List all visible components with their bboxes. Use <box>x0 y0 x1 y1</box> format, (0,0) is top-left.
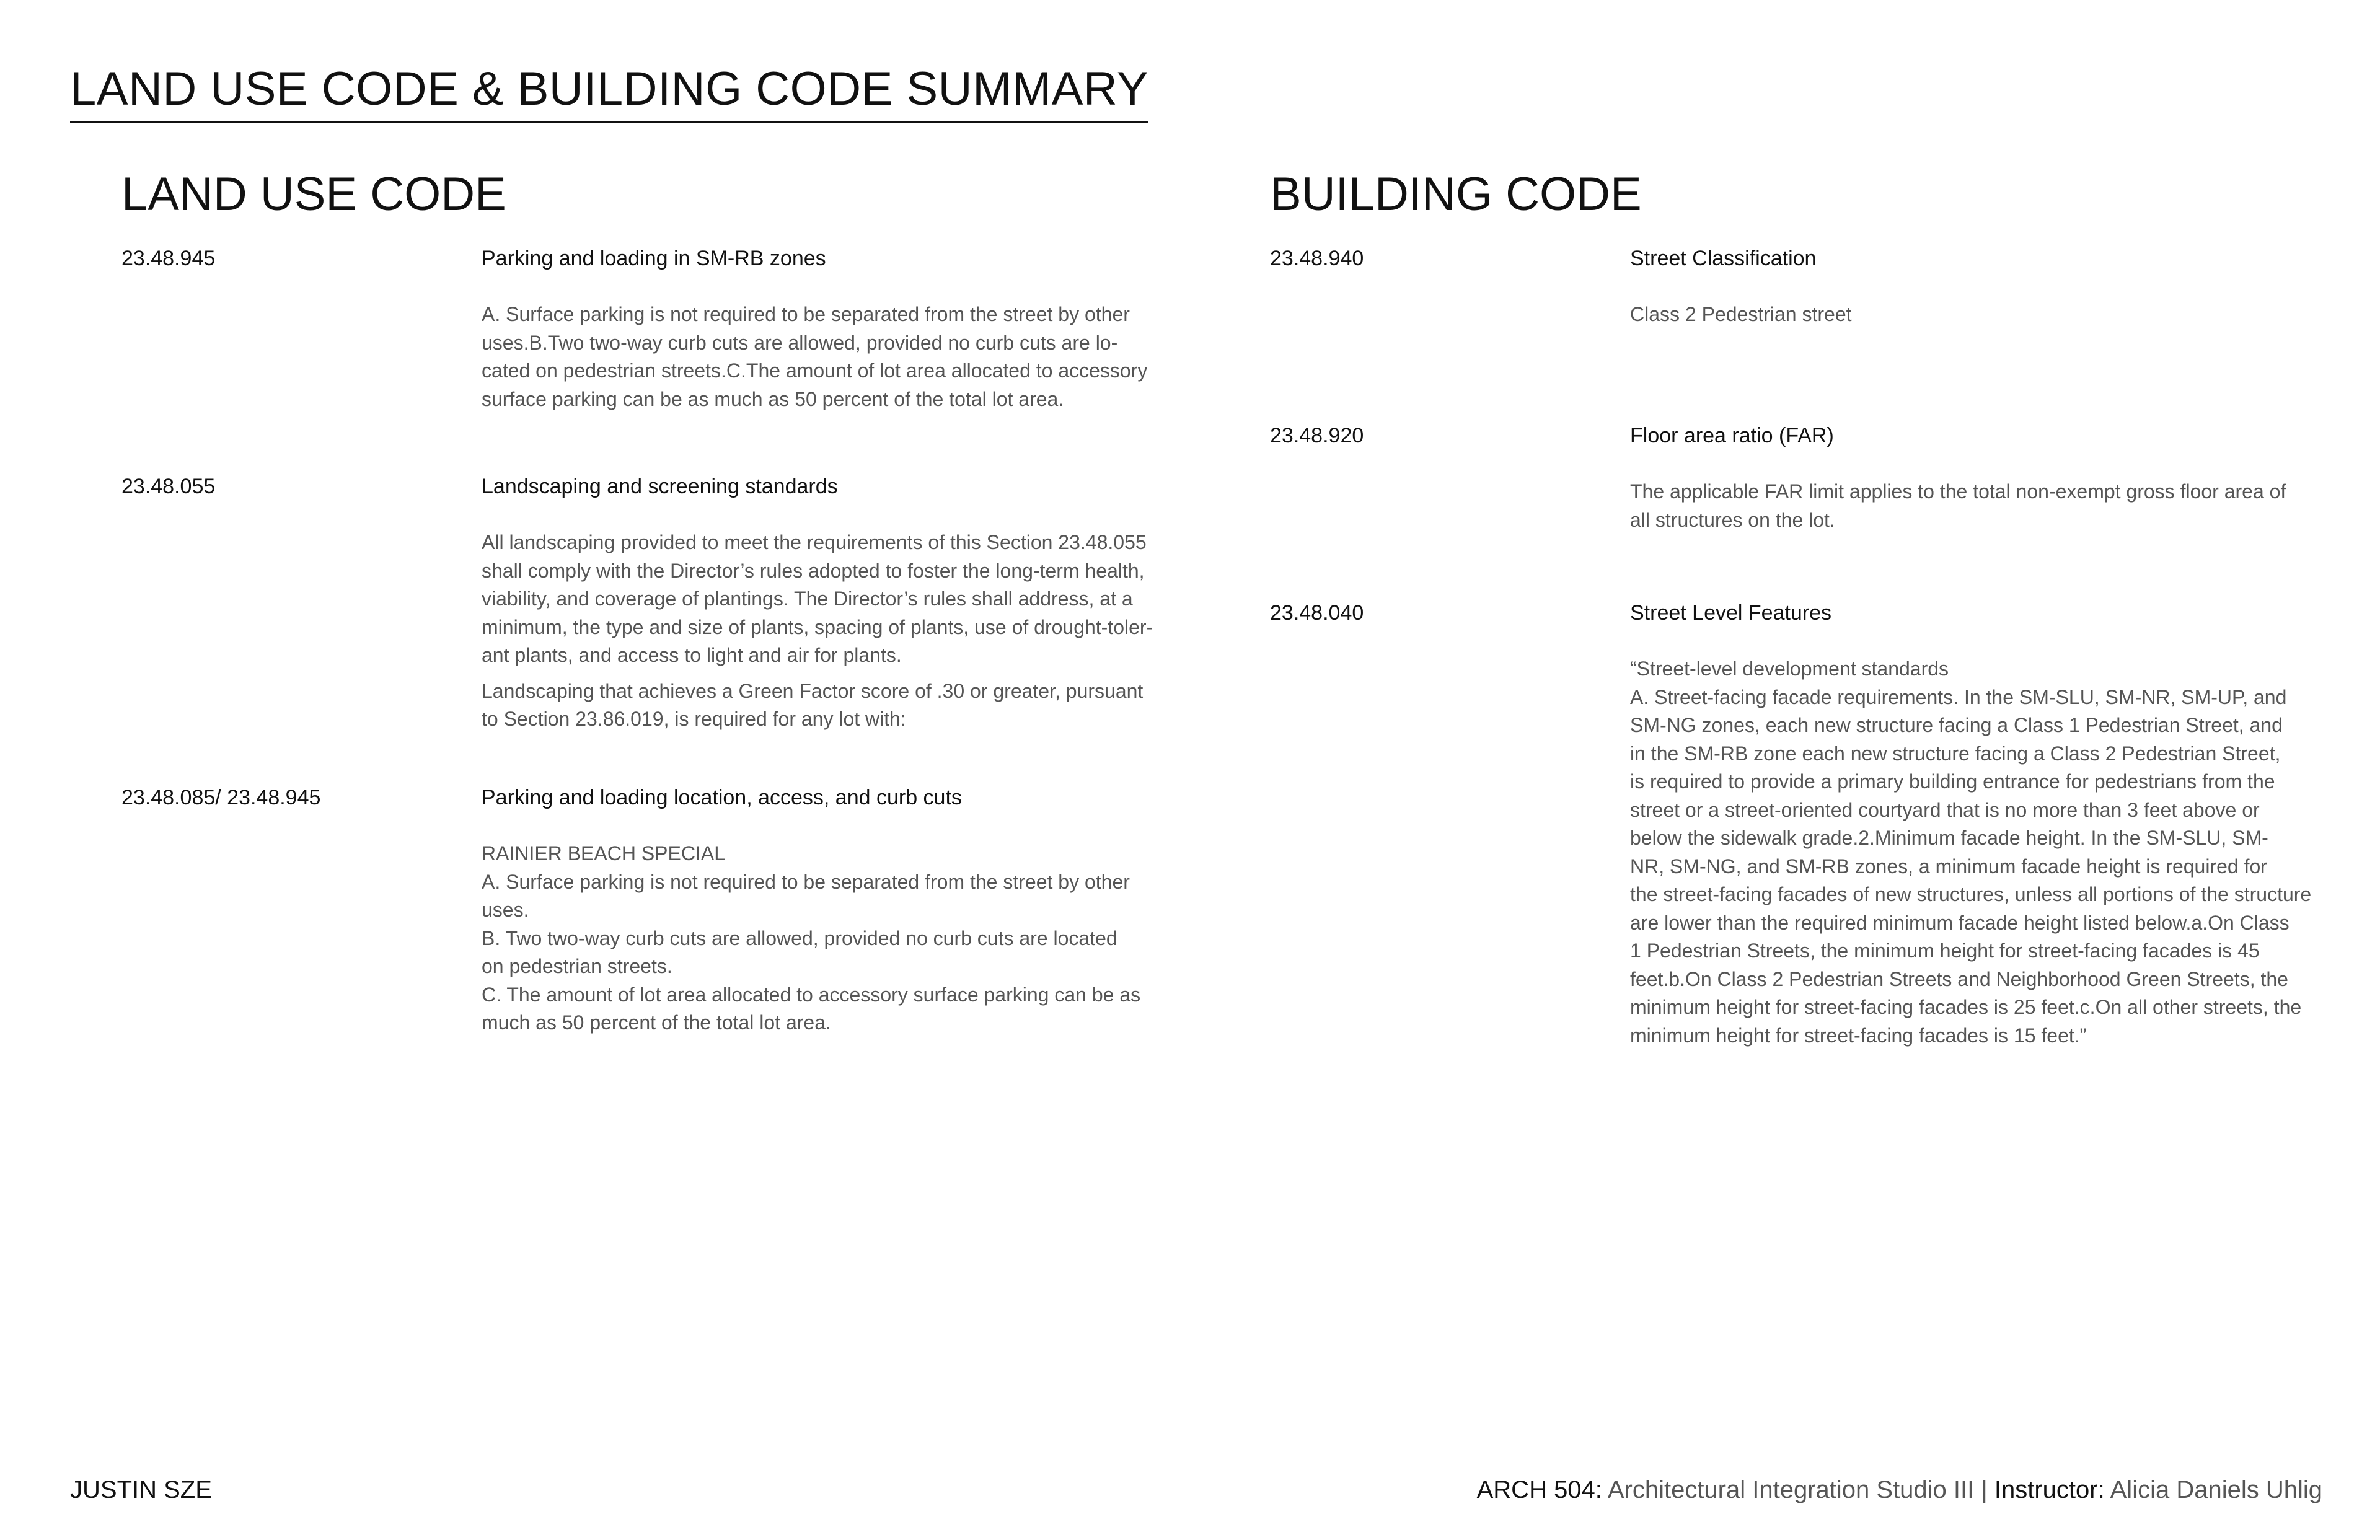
entry-paragraph: “Street-level development standards A. Street-facing facade requirements. In the SM-SLU, SM-NR, SM-UP, and SM-NG zones, each new structure facing a Class 1 Pedestrian Street, and in the SM-RB zone each new structure facing a Class 2 Pedestrian Street, is required to provide a primary building entrance for pedestrians from the street or a street-oriented courtyard that is no more than 3 feet above or below the sidewalk grade.2.Minimum facade height. In the SM-SLU, SM- NR, SM-NG, and SM-RB zones, a minimum facade height is required for the street-facing facades of new structures, unless all portions of the structure are lower than the required minimum facade height listed below.a.On Class 1 Pedestrian Streets, the minimum height for street-facing facades is 45 feet.b.On Class 2 Pedestrian Streets and Neighborhood Green Streets, the minimum height for street-facing facades is 25 feet.c.On all other streets, the minimum height for street-facing facades is 15 feet.” <box>1630 658 2312 1047</box>
entry-title: Street Classification <box>1630 247 1817 270</box>
entry-body <box>482 840 1176 1037</box>
instructor-label: Instructor: <box>1994 1476 2105 1503</box>
entry-code: 23.48.085/ 23.48.945 <box>121 786 321 809</box>
page-title: LAND USE CODE & BUILDING CODE SUMMARY <box>70 62 1148 123</box>
entry-code: 23.48.040 <box>1270 601 1364 625</box>
entry-body <box>482 301 1176 413</box>
entry-title: Street Level Features <box>1630 601 1832 625</box>
entry-paragraph: A. Surface parking is not required to be separated from the street by other uses.B.Two two-way curb cuts are allowed, provided no curb cuts are lo- cated on pedestrian streets.C.The amount of lot area allocated to accessory surface parking can be as much as 50 percent of the total lot area. <box>482 303 1148 410</box>
entry-paragraph: RAINIER BEACH SPECIAL A. Surface parking is not required to be separated from the street by other uses. B. Two two-way curb cuts are allowed, provided no curb cuts are located on pedestrian streets. C. The amount of lot area allocated to accessory surface parking can be as much as 50 percent of the total lot area. <box>482 842 1141 1034</box>
instructor-name: Alicia Daniels Uhlig <box>2104 1476 2322 1503</box>
entry-title: Floor area ratio (FAR) <box>1630 424 1834 447</box>
entry-code: 23.48.945 <box>121 247 216 270</box>
course-info <box>1477 1476 2322 1504</box>
entry-paragraph: Landscaping that achieves a Green Factor score of .30 or greater, pursuant to Section 23.86.019, is required for any lot with: <box>482 679 1144 730</box>
entry-paragraph: All landscaping provided to meet the requirements of this Section 23.48.055 shall comply with the Director’s rules adopted to foster the long-term health, viability, and coverage of plantings. The Director’s rules shall address, at a minimum, the type and size of plants, spacing of plants, use of drought-toler- ant plants, and access to light and air for plants. <box>482 531 1153 666</box>
course-label: ARCH 504: <box>1476 1476 1602 1503</box>
entry-body <box>482 529 1176 734</box>
entry-title: Parking and loading location, access, and curb cuts <box>482 786 962 809</box>
entry-title: Landscaping and screening standards <box>482 475 838 498</box>
entry-paragraph: Class 2 Pedestrian street <box>1630 303 1852 325</box>
entry-code: 23.48.940 <box>1270 247 1364 270</box>
land-use-heading: LAND USE CODE <box>121 168 506 221</box>
entry-code: 23.48.055 <box>121 475 216 498</box>
entry-body <box>1630 478 2324 534</box>
entry-title: Parking and loading in SM-RB zones <box>482 247 826 270</box>
entry-paragraph: The applicable FAR limit applies to the total non-exempt gross floor area of all structures on the lot. <box>1630 480 2286 531</box>
entry-body <box>1630 301 2324 329</box>
entry-code: 23.48.920 <box>1270 424 1364 447</box>
building-code-heading: BUILDING CODE <box>1270 168 1642 221</box>
entry-body <box>1630 655 2324 1050</box>
author-name: JUSTIN SZE <box>70 1476 212 1503</box>
course-name: Architectural Integration Studio III | <box>1602 1476 1994 1503</box>
